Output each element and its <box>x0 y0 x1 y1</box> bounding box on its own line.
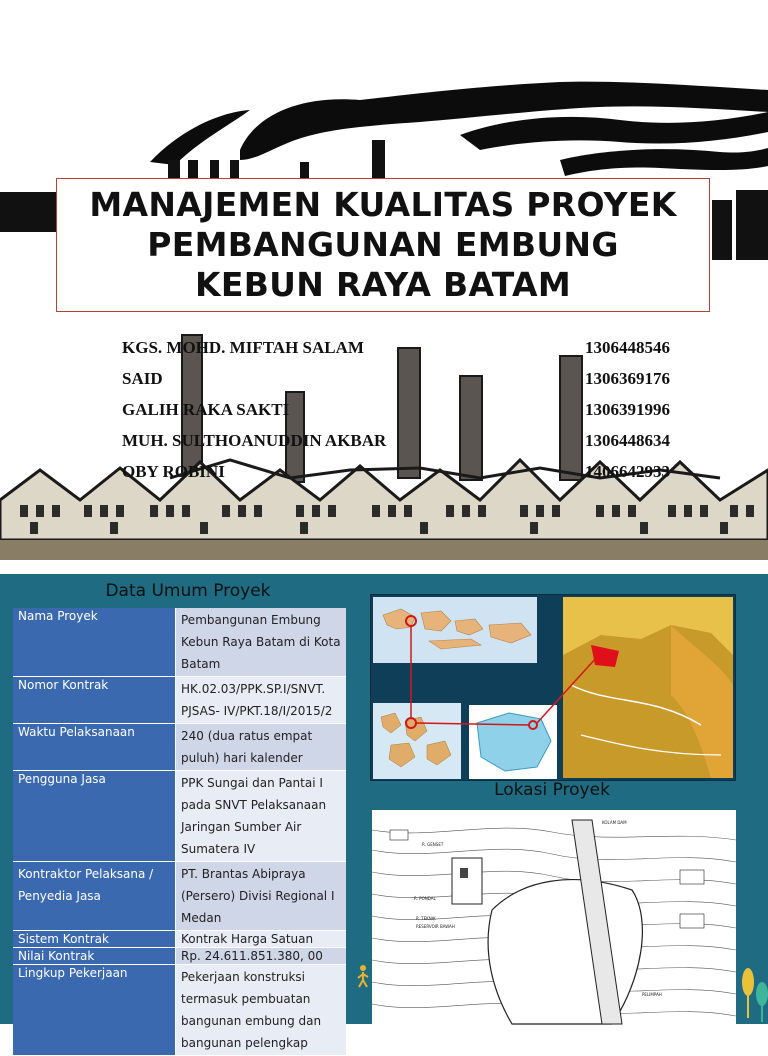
project-data-slide <box>0 574 768 1050</box>
title-box <box>56 178 710 312</box>
table-row <box>13 965 346 1056</box>
member-nim: 1306448634 <box>585 431 670 450</box>
section-heading: Data Umum Proyek <box>105 581 271 601</box>
row-label: Waktu Pelaksanaan <box>13 724 176 771</box>
row-label: Lingkup Pekerjaan <box>13 965 176 1056</box>
row-value: Pekerjaan konstruksi termasuk pembuatan bangunan embung dan bangunan pelengkap <box>176 965 346 1056</box>
row-value: Pembangunan Embung Kebun Raya Batam di Kota Batam <box>176 608 346 677</box>
plan-label: R. PONDAL <box>414 896 436 901</box>
row-label: Nilai Kontrak <box>13 948 176 965</box>
member-name: OBY ROBINI <box>122 462 225 481</box>
person-figure-icon <box>355 964 371 988</box>
table-row <box>13 608 346 677</box>
member-name: GALIH RAKA SAKTI <box>122 400 290 419</box>
member-nim: 1406642933 <box>585 462 670 481</box>
location-map <box>370 594 736 781</box>
row-label: Pengguna Jasa <box>13 771 176 862</box>
row-label: Kontraktor Pelaksana / Penyedia Jasa <box>13 862 176 931</box>
plan-label: RESERVOIR BAWAH <box>416 924 455 929</box>
member-name: KGS. MOHD. MIFTAH SALAM <box>122 338 364 357</box>
title-line-2: PEMBANGUNAN EMBUNG <box>147 225 619 264</box>
table-row <box>13 771 346 862</box>
member-nim: 1306369176 <box>585 369 670 388</box>
table-row <box>13 724 346 771</box>
table-row <box>13 931 346 948</box>
row-value: Rp. 24.611.851.380, 00 <box>176 948 346 965</box>
table-row <box>13 677 346 724</box>
plan-label: PELIMPAH <box>642 992 662 997</box>
site-plan-drawing <box>372 810 736 1024</box>
row-label: Nomor Kontrak <box>13 677 176 724</box>
title-line-3: KEBUN RAYA BATAM <box>195 265 571 304</box>
member-name: MUH. SULTHOANUDDIN AKBAR <box>122 431 387 450</box>
table-row <box>13 948 346 965</box>
row-value: 240 (dua ratus empat puluh) hari kalender <box>176 724 346 771</box>
member-nim: 1306391996 <box>585 400 670 419</box>
row-value: HK.02.03/PPK.SP.I/SNVT. PJSAS- IV/PKT.18/I/2015/2 <box>176 677 346 724</box>
title-line-1: MANAJEMEN KUALITAS PROYEK <box>89 185 677 224</box>
plan-label: R. TEKNIK <box>416 916 436 921</box>
project-info-table <box>13 608 346 1056</box>
row-value: PT. Brantas Abipraya (Persero) Divisi Regional I Medan <box>176 862 346 931</box>
member-nim: 1306448546 <box>585 338 670 357</box>
row-label: Nama Proyek <box>13 608 176 677</box>
location-label: Lokasi Proyek <box>494 780 610 800</box>
row-value: Kontrak Harga Satuan <box>176 931 346 948</box>
row-label: Sistem Kontrak <box>13 931 176 948</box>
plan-label: R. GENSET <box>422 842 444 847</box>
member-row <box>122 431 670 455</box>
member-row <box>122 338 670 362</box>
member-row <box>122 462 670 486</box>
member-name: SAID <box>122 369 163 388</box>
plan-label: KOLAM DAM <box>602 820 627 825</box>
row-value: PPK Sungai dan Pantai I pada SNVT Pelaksanaan Jaringan Sumber Air Sumatera IV <box>176 771 346 862</box>
member-row <box>122 400 670 424</box>
member-row <box>122 369 670 393</box>
table-row <box>13 862 346 931</box>
tree-icon <box>736 964 768 1024</box>
